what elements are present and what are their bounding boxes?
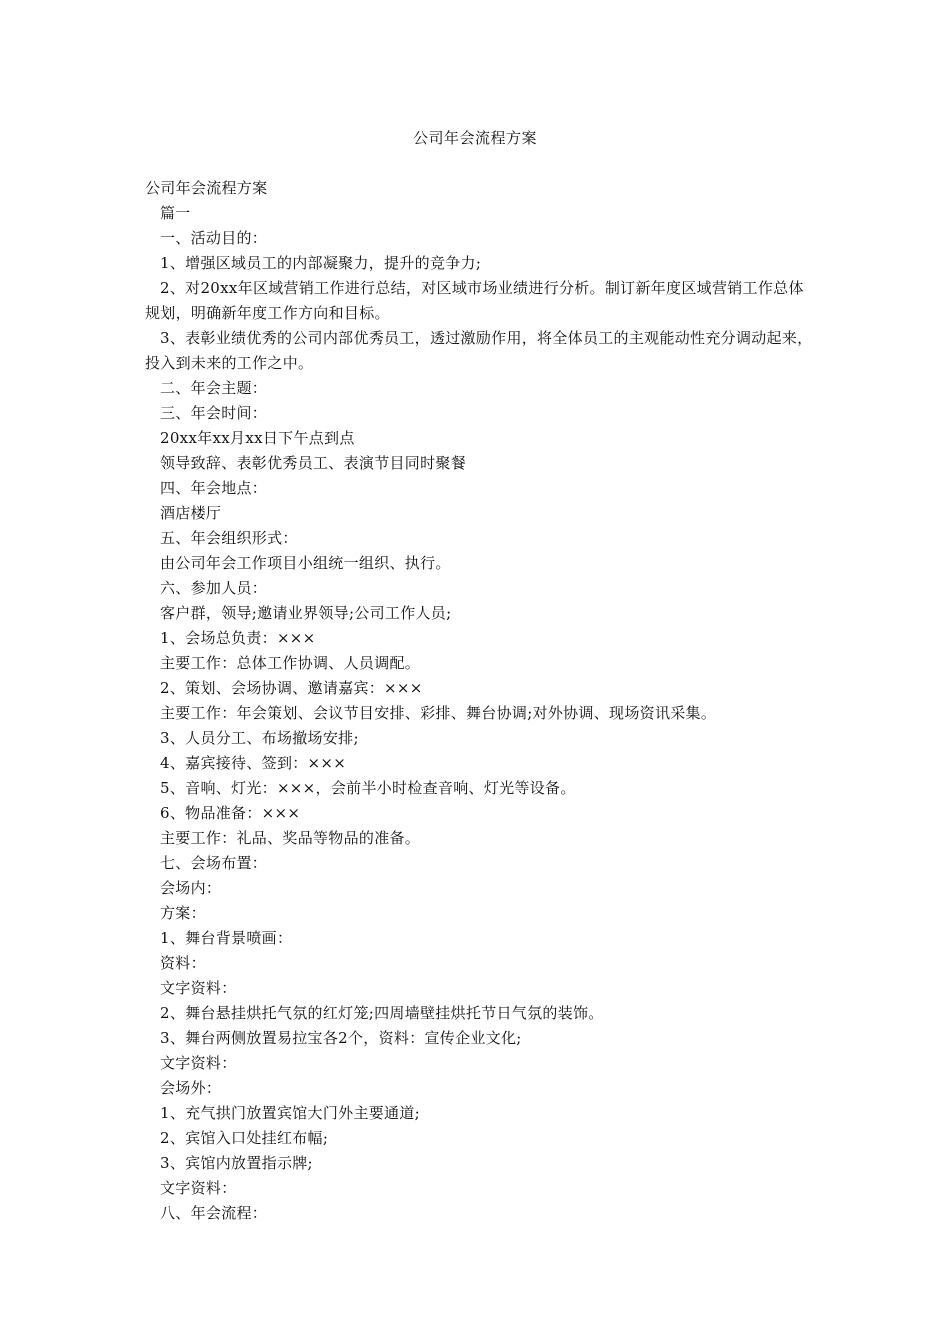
text-line: 3、表彰业绩优秀的公司内部优秀员工，透过激励作用，将全体员工的主观能动性充分调动起来，投入到未来的工作之中。 xyxy=(145,329,813,372)
text-line: 资料： xyxy=(160,954,206,972)
text-line: 五、年会组织形式： xyxy=(160,529,298,547)
text-line: 二、年会主题： xyxy=(160,379,268,397)
text-line: 2、对20xx年区域营销工作进行总结，对区域市场业绩进行分析。制订新年度区域营销工作总体规划，明确新年度工作方向和目标。 xyxy=(145,279,804,322)
text-line: 客户群，领导;邀请业界领导;公司工作人员; xyxy=(160,604,452,622)
text-line: 主要工作：总体工作协调、人员调配。 xyxy=(160,654,421,672)
text-line: 会场外： xyxy=(160,1079,222,1097)
text-line: 主要工作：礼品、奖品等物品的准备。 xyxy=(160,829,421,847)
text-line: 5、音响、灯光：×××，会前半小时检查音响、灯光等设备。 xyxy=(160,779,576,797)
text-line: 4、嘉宾接待、签到：××× xyxy=(160,754,347,772)
text-line: 公司年会流程方案 xyxy=(145,179,268,197)
text-line: 1、充气拱门放置宾馆大门外主要通道; xyxy=(160,1104,420,1122)
text-line: 3、宾馆内放置指示牌; xyxy=(160,1154,313,1172)
text-line: 三、年会时间： xyxy=(160,404,268,422)
text-line: 1、增强区域员工的内部凝聚力，提升的竞争力; xyxy=(160,254,482,272)
text-line: 6、物品准备：××× xyxy=(160,804,301,822)
text-line: 由公司年会工作项目小组统一组织、执行。 xyxy=(160,554,451,572)
text-line: 主要工作：年会策划、会议节目安排、彩排、舞台协调;对外协调、现场资讯采集。 xyxy=(160,704,717,722)
text-line: 一、活动目的： xyxy=(160,229,268,247)
text-line: 八、年会流程： xyxy=(160,1204,268,1222)
text-line: 会场内： xyxy=(160,879,222,897)
text-line: 3、舞台两侧放置易拉宝各2个，资料：宣传企业文化; xyxy=(160,1029,522,1047)
text-line: 方案： xyxy=(160,904,206,922)
text-line: 文字资料： xyxy=(160,1179,237,1197)
text-line: 领导致辞、表彰优秀员工、表演节目同时聚餐 xyxy=(160,454,467,472)
text-line: 20xx年xx月xx日下午点到点 xyxy=(160,429,355,447)
text-line: 1、舞台背景喷画： xyxy=(160,929,293,947)
text-line: 酒店楼厅 xyxy=(160,504,222,522)
text-line: 文字资料： xyxy=(160,979,237,997)
text-line: 七、会场布置： xyxy=(160,854,268,872)
text-line: 3、人员分工、布场撤场安排; xyxy=(160,729,359,747)
text-line: 六、参加人员： xyxy=(160,579,268,597)
text-line: 2、策划、会场协调、邀请嘉宾：××× xyxy=(160,679,423,697)
text-line: 1、会场总负责：××× xyxy=(160,629,316,647)
text-line: 2、舞台悬挂烘托气氛的红灯笼;四周墙壁挂烘托节日气氛的装饰。 xyxy=(160,1004,604,1022)
text-line: 四、年会地点： xyxy=(160,479,268,497)
document-body xyxy=(145,176,815,1226)
text-line: 文字资料： xyxy=(160,1054,237,1072)
document-title: 公司年会流程方案 xyxy=(412,129,537,147)
text-line: 篇一 xyxy=(160,204,191,222)
text-line: 2、宾馆入口处挂红布幅; xyxy=(160,1129,329,1147)
